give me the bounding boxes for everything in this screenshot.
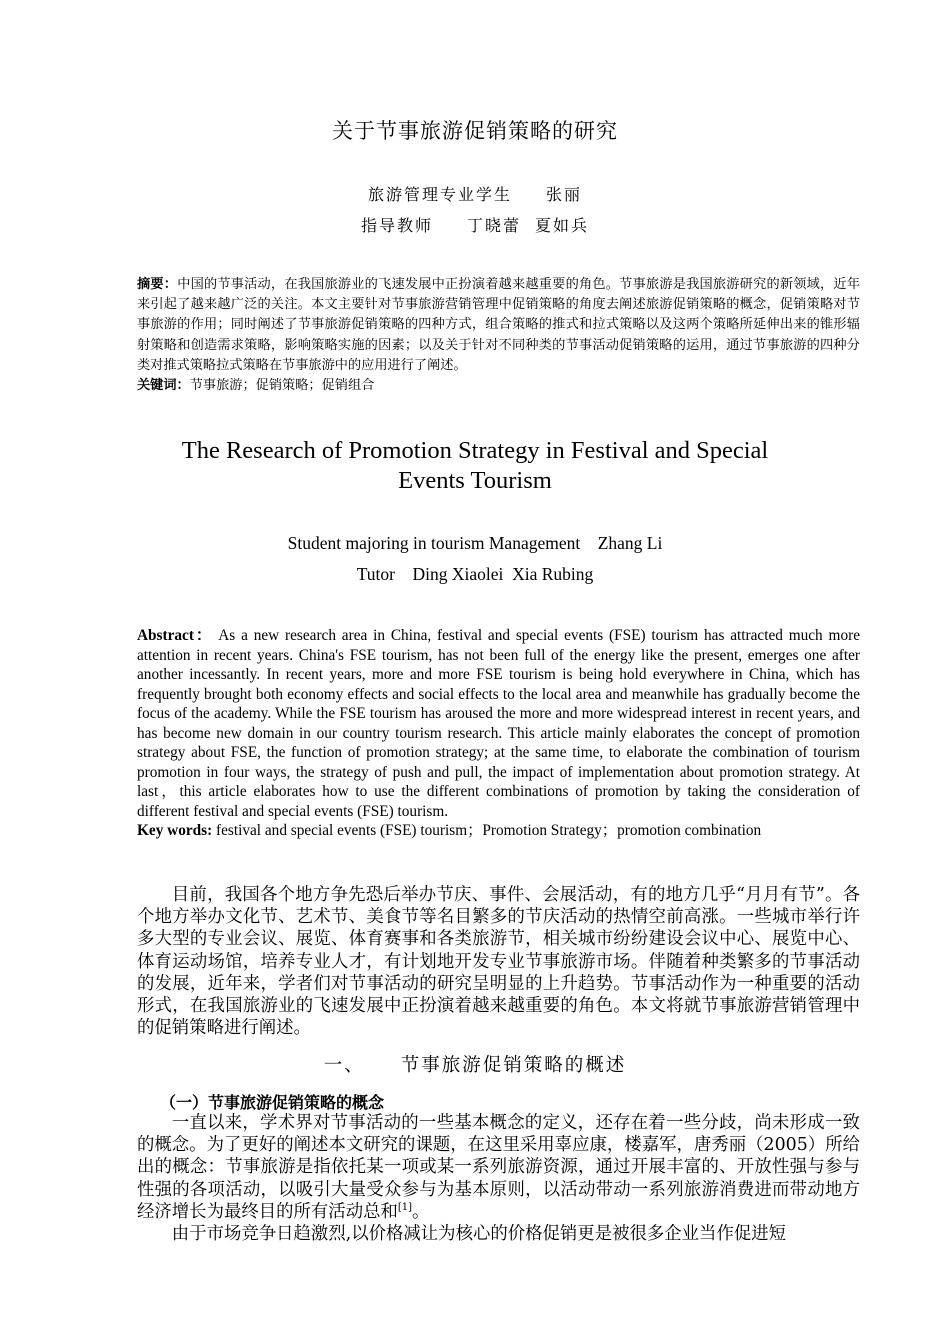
body-paragraph-2: 由于市场竞争日趋激烈,以价格减让为核心的价格促销更是被很多企业当作促进短 — [171, 1224, 787, 1244]
chinese-abstract-text: 中国的节事活动，在我国旅游业的飞速发展中正扮演着越来越重要的角色。节事旅游是我国旅游研究的新领域，近年来引起了越来越广泛的关注。本文主要针对节事旅游营销管理中促销策略的角度去阐述旅游促销策略的概念，促销策略对节事旅游的作用；同时阐述了节事旅游促销策略的四种方式，组合策略的推式和拉式策略以及这两个策略所延伸出来的锥形辐射策略和创造需求策略，影响策略实施的因素；以及关于针对不同种类的节事活动促销策略的运用，通过节事旅游的四种分类对推式策略拉式策略在节事旅游中的应用进行了阐述。 — [137, 277, 861, 373]
english-author-line: Student majoring in tourism Management Zhang Li — [287, 533, 663, 553]
tutor-role: 指导教师 — [360, 216, 433, 235]
section-heading — [0, 1051, 950, 1077]
tutor-name-1: 丁晓蕾 — [466, 216, 521, 235]
author-role: 旅游管理专业学生 — [367, 185, 512, 204]
body-paragraph-1-text: 一直以来，学术界对节事活动的一些基本概念的定义，还存在着一些分歧，尚未形成一致的概念。为了更好的阐述本文研究的课题，在这里采用辜应康，楼嘉军，唐秀丽（2005）所给出的概念：节事旅游是指依托某一项或某一系列旅游资源，通过开展丰富的、开放性强与参与性强的各项活动，以吸引大量受众参与为基本原则，以活动带动一系列旅游消费进而带动地方经济增长为最终目的所有活动总和 — [137, 1113, 860, 1222]
chinese-abstract — [137, 275, 860, 396]
chinese-author-line — [0, 182, 950, 205]
chinese-keywords: 节事旅游；促销策略；促销组合 — [189, 378, 375, 394]
body-paragraph-1-end: 。 — [412, 1201, 430, 1222]
chinese-keywords-label: 关键词： — [137, 378, 190, 394]
chinese-title: 关于节事旅游促销策略的研究 — [332, 119, 618, 143]
english-title-line-1: The Research of Promotion Strategy in Festival and Special — [181, 437, 769, 464]
chinese-abstract-label: 摘要： — [137, 277, 178, 292]
english-abstract-label: Abstract： — [137, 627, 214, 644]
subsection-heading: （一）节事旅游促销策略的概念 — [160, 1093, 385, 1112]
author-name: 张丽 — [546, 185, 583, 204]
english-title — [0, 436, 950, 496]
tutor-name-2: 夏如兵 — [535, 216, 590, 235]
english-tutor-line: Tutor Ding Xiaolei Xia Rubing — [356, 564, 594, 584]
chinese-tutor-line — [0, 213, 950, 236]
english-abstract-text: As a new research area in China, festival and special events (FSE) tourism has attracted much more attention in recent years. China's FSE tourism, has not been full of the energy like the present, emerges one after another incessantly. In recent years, more and more FSE tourism is being hold everywhere in China, which has frequently brought both economy effects and social effects to the local area and meanwhile has gradually become the focus of the academy. While the FSE tourism has aroused the more and more widespread interest in recent years, and has become new domain in our country tourism research. This article mainly elaborates the concept of promotion strategy about FSE, the function of promotion strategy; at the same time, to elaborate the combination of tourism promotion in four ways, the strategy of push and pull, the impact of implementation about promotion strategy. At last，this article elaborates how to use the different combinations of promotion by taking the consideration of different festival and special events (FSE) tourism. — [137, 627, 860, 820]
body-paragraph-1 — [137, 1112, 860, 1223]
english-title-line-2: Events Tourism — [398, 467, 552, 494]
english-keywords: festival and special events (FSE) tourism；Promotion Strategy；promotion combination — [212, 822, 762, 839]
english-abstract — [137, 626, 860, 841]
section-number: 一、 — [323, 1055, 365, 1076]
english-keywords-label: Key words: — [137, 822, 213, 839]
citation-ref: [1] — [397, 1202, 413, 1214]
section-title: 节事旅游促销策略的概述 — [400, 1055, 627, 1076]
intro-paragraph: 目前，我国各个地方争先恐后举办节庆、事件、会展活动，有的地方几乎“月月有节”。各个地方举办文化节、艺术节、美食节等名目繁多的节庆活动的热情空前高涨。一些城市举行许多大型的专业会议、展览、体育赛事和各类旅游节，相关城市纷纷建设会议中心、展览中心、体育运动场馆，培养专业人才，有计划地开发专业节事旅游市场。伴随着种类繁多的节事活动的发展，近年来，学者们对节事活动的研究呈明显的上升趋势。节事活动作为一种重要的活动形式，在我国旅游业的飞速发展中正扮演着越来越重要的角色。本文将就节事旅游营销管理中的促销策略进行阐述。 — [137, 885, 860, 1039]
